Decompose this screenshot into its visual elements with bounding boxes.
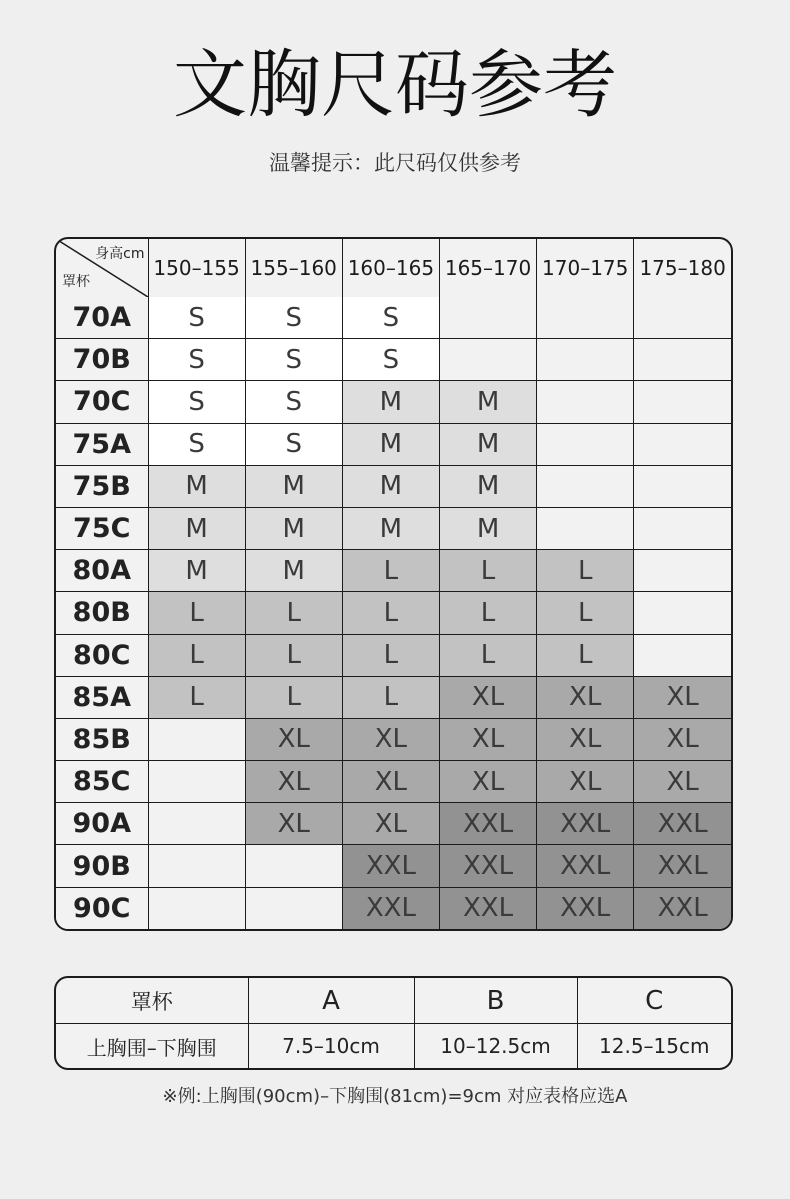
bra-size-label: 85C [56,761,148,803]
size-cell: L [148,592,245,634]
size-cell: L [342,634,439,676]
size-cell: XL [634,718,731,760]
size-cell [245,845,342,887]
size-cell: XXL [439,845,536,887]
size-cell: S [148,339,245,381]
size-cell [634,381,731,423]
bust-difference-label: 上胸围–下胸围 [56,1024,248,1068]
size-cell: XXL [342,845,439,887]
size-cell: XL [245,718,342,760]
size-cell [537,381,634,423]
size-cell [148,845,245,887]
size-cell: L [342,550,439,592]
size-cell: L [245,634,342,676]
cup-axis-label: 罩杯 [62,274,90,290]
bra-size-label: 70A [56,297,148,339]
size-cell [439,339,536,381]
height-column-header: 155–160 [245,239,342,297]
bra-size-label: 90B [56,845,148,887]
cup-range-row [56,1024,731,1068]
size-cell [148,803,245,845]
bra-size-label: 90A [56,803,148,845]
size-row [56,423,731,465]
size-cell [634,550,731,592]
size-cell: S [245,423,342,465]
size-cell: XL [537,718,634,760]
size-row [56,887,731,929]
size-cell [634,423,731,465]
size-row [56,803,731,845]
size-cell: M [342,507,439,549]
height-column-header: 170–175 [537,239,634,297]
size-cell: S [342,339,439,381]
size-cell [537,297,634,339]
cup-letter: B [414,978,577,1024]
cup-header-label: 罩杯 [56,978,248,1024]
size-cell: M [148,465,245,507]
bra-size-label: 75B [56,465,148,507]
size-cell: L [342,676,439,718]
size-cell: S [342,297,439,339]
size-row [56,507,731,549]
size-cell: L [537,592,634,634]
cup-difference-table [54,976,733,1070]
size-cell [148,718,245,760]
size-cell: XXL [439,803,536,845]
height-column-header: 160–165 [342,239,439,297]
size-cell: L [537,550,634,592]
size-cell: L [245,676,342,718]
size-cell [148,887,245,929]
size-cell: XL [634,761,731,803]
size-cell: S [148,297,245,339]
size-row [56,718,731,760]
page-subtitle: 温馨提示：此尺码仅供参考 [269,151,521,175]
size-cell: L [148,634,245,676]
size-cell: XXL [634,803,731,845]
cup-range-value: 7.5–10cm [248,1024,414,1068]
height-column-header: 150–155 [148,239,245,297]
size-row [56,592,731,634]
size-row [56,550,731,592]
size-row [56,339,731,381]
example-note: ※例:上胸围(90cm)–下胸围(81cm)=9cm 对应表格应选A [162,1086,628,1107]
bra-size-label: 80C [56,634,148,676]
size-table-header-row [56,239,731,297]
size-row [56,465,731,507]
size-cell: XXL [537,803,634,845]
size-cell: XXL [342,887,439,929]
size-cell: L [439,550,536,592]
size-row [56,845,731,887]
size-cell [634,339,731,381]
size-cell [439,297,536,339]
size-cell: XL [537,676,634,718]
size-cell: M [245,507,342,549]
size-cell: L [439,592,536,634]
cup-letter: C [577,978,731,1024]
bra-size-label: 85A [56,676,148,718]
size-cell: XL [439,718,536,760]
bra-size-label: 70B [56,339,148,381]
height-column-header: 165–170 [439,239,536,297]
size-cell [634,465,731,507]
cup-header-row [56,978,731,1024]
size-cell [634,634,731,676]
bra-size-label: 85B [56,718,148,760]
size-cell [634,297,731,339]
cup-letter: A [248,978,414,1024]
bra-size-label: 90C [56,887,148,929]
bra-size-label: 80B [56,592,148,634]
page-title: 文胸尺码参考 [173,42,617,128]
size-cell: L [148,676,245,718]
size-cell: M [245,550,342,592]
corner-cell [56,239,148,297]
size-cell: L [537,634,634,676]
size-cell: XL [245,803,342,845]
bra-size-label: 80A [56,550,148,592]
size-cell: M [148,507,245,549]
size-cell: L [342,592,439,634]
cup-range-value: 12.5–15cm [577,1024,731,1068]
size-cell: XXL [634,845,731,887]
size-cell: S [245,297,342,339]
cup-range-value: 10–12.5cm [414,1024,577,1068]
size-row [56,297,731,339]
size-chart-table [54,237,733,931]
bra-size-label: 75C [56,507,148,549]
size-cell: XL [634,676,731,718]
size-cell: XL [439,761,536,803]
size-cell: XL [537,761,634,803]
size-cell: L [439,634,536,676]
size-cell: M [245,465,342,507]
size-row [56,381,731,423]
size-cell: XXL [634,887,731,929]
size-row [56,634,731,676]
size-cell: XL [342,803,439,845]
height-axis-label: 身高cm [95,246,145,262]
size-cell: L [245,592,342,634]
size-cell [148,761,245,803]
bra-size-label: 70C [56,381,148,423]
size-cell: M [439,465,536,507]
size-cell: S [148,381,245,423]
size-cell: M [439,381,536,423]
size-cell: S [245,381,342,423]
size-cell [634,507,731,549]
size-cell: XXL [439,887,536,929]
size-cell: M [148,550,245,592]
size-row [56,676,731,718]
size-cell: S [148,423,245,465]
size-cell: XXL [537,845,634,887]
size-cell [634,592,731,634]
size-cell: XL [342,761,439,803]
size-cell [537,507,634,549]
bra-size-label: 75A [56,423,148,465]
height-column-header: 175–180 [634,239,731,297]
size-cell: M [342,465,439,507]
size-cell: XXL [537,887,634,929]
size-cell: XL [342,718,439,760]
size-cell: XL [245,761,342,803]
size-cell [537,465,634,507]
size-row [56,761,731,803]
size-cell: S [245,339,342,381]
size-cell: M [439,423,536,465]
size-cell [245,887,342,929]
size-cell [537,423,634,465]
size-cell: XL [439,676,536,718]
size-cell: M [342,423,439,465]
size-cell: M [342,381,439,423]
size-cell: M [439,507,536,549]
size-cell [537,339,634,381]
